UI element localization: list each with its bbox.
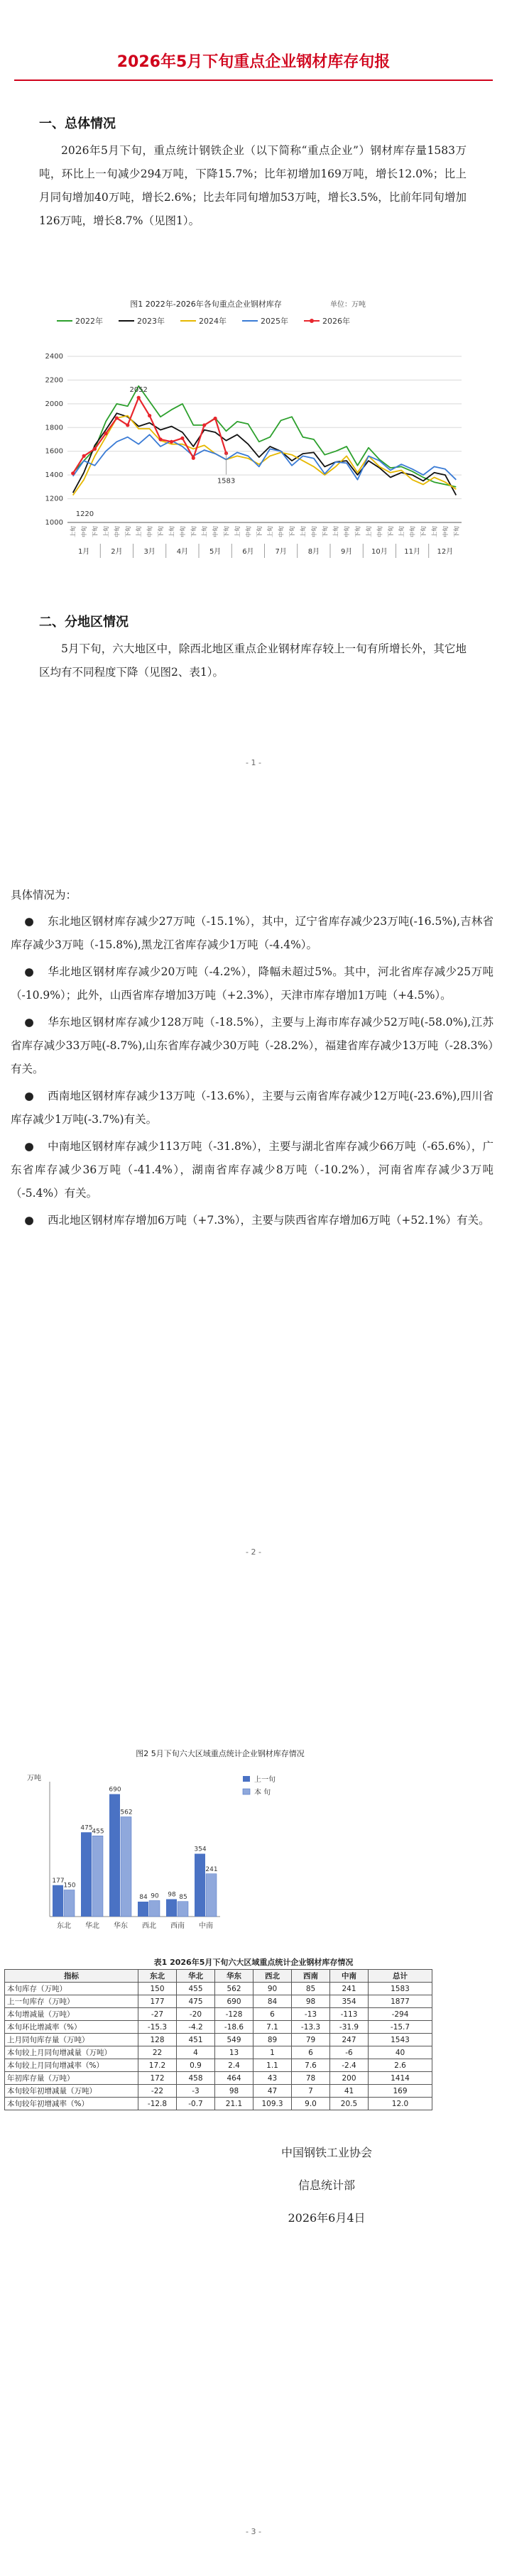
- legend-label-curr: 本 旬: [254, 1789, 271, 1797]
- bullet-dot: ●: [24, 915, 34, 928]
- x-tick-label: 中旬: [245, 526, 252, 537]
- table-cell: 98: [292, 1995, 330, 2008]
- chart1-title: 图1 2022年-2026年各旬重点企业钢材库存: [130, 300, 282, 309]
- region-detail-item: [11, 1209, 494, 1232]
- x-tick-label: 中旬: [114, 526, 121, 537]
- x-tick-label: 中旬: [278, 526, 285, 537]
- month-label: 9月: [340, 548, 353, 556]
- table-cell: 1583: [369, 1983, 432, 1995]
- table-header-cell: 华北: [177, 1970, 215, 1983]
- region-detail-item: [11, 1085, 494, 1131]
- x-tick-label: 下旬: [158, 526, 165, 537]
- table-cell: 12.0: [369, 2098, 432, 2110]
- table-cell: 84: [254, 1995, 292, 2008]
- x-tick-label: 下旬: [354, 526, 361, 537]
- table-cell: 40: [369, 2046, 432, 2059]
- table-cell: 89: [254, 2034, 292, 2046]
- table-cell: 241: [330, 1983, 369, 1995]
- table-cell: 4: [177, 2046, 215, 2059]
- table-cell: 455: [177, 1983, 215, 1995]
- series-point-2026: [126, 423, 129, 427]
- x-tick-label: 下旬: [453, 526, 460, 537]
- table-row: [5, 2021, 432, 2034]
- legend-swatch-prev: [243, 1776, 250, 1782]
- x-category-label: 华东: [114, 1922, 128, 1930]
- bullet-dot: ●: [24, 1140, 34, 1153]
- table-cell: 464: [215, 2072, 254, 2085]
- x-tick-label: 中旬: [212, 526, 219, 537]
- x-tick-label: 中旬: [409, 526, 416, 537]
- table-cell: 150: [138, 1983, 177, 1995]
- bar-value-label: 354: [194, 1846, 207, 1853]
- region-detail-text: 中南地区钢材库存减少113万吨（-31.8%），主要与湖北省库存减少66万吨（-65.6%），广东省库存减少36万吨（-41.4%），湖南省库存减少8万吨（-10.2%），河南省库存减少3万吨（-5.4%）有关。: [11, 1140, 494, 1200]
- table-cell: 1.1: [254, 2059, 292, 2072]
- signature-date: 2026年6月4日: [288, 2211, 366, 2225]
- table-row-label: 本旬较年初增减量（万吨）: [5, 2085, 138, 2098]
- section-1-text: 2026年5月下旬，重点统计钢铁企业（以下简称“重点企业”）钢材库存量1583万吨，环比上一旬减少294万吨，下降15.7%；比年初增加169万吨，增长12.0%；比上月同旬增加40万吨，增长2.6%；比去年同旬增加53万吨，增长3.5%，比前年同旬增加126万吨，增长8.7%（见图1）。: [39, 144, 467, 227]
- table-row: [5, 2059, 432, 2072]
- bar-value-label: 177: [52, 1877, 65, 1885]
- legend-label: 2025年: [261, 317, 288, 326]
- table-header-cell: 西南: [292, 1970, 330, 1983]
- table-cell: -20: [177, 2008, 215, 2021]
- table-cell: -15.7: [369, 2021, 432, 2034]
- table-cell: 20.5: [330, 2098, 369, 2110]
- table-cell: -0.7: [177, 2098, 215, 2110]
- table-cell: 7.6: [292, 2059, 330, 2072]
- month-label: 11月: [404, 548, 420, 556]
- bar-curr: [178, 1902, 188, 1917]
- x-tick-label: 上旬: [201, 526, 208, 537]
- table-cell: 41: [330, 2085, 369, 2098]
- x-tick-label: 上旬: [136, 526, 143, 537]
- bar-value-label: 690: [109, 1786, 121, 1794]
- table-cell: -13.3: [292, 2021, 330, 2034]
- x-tick-label: 上旬: [234, 526, 241, 537]
- region-detail-item: [11, 910, 494, 957]
- page-number-2: - 2 -: [246, 1547, 261, 1557]
- bar-prev: [138, 1902, 148, 1917]
- table-cell: 177: [138, 1995, 177, 2008]
- x-tick-label: 中旬: [310, 526, 317, 537]
- table-cell: 7: [292, 2085, 330, 2098]
- table-cell: -12.8: [138, 2098, 177, 2110]
- details-intro: 具体情况为：: [11, 889, 77, 901]
- x-tick-label: 上旬: [431, 526, 438, 537]
- y-tick-label: 2400: [45, 353, 63, 361]
- month-label: 10月: [371, 548, 388, 556]
- x-tick-label: 上旬: [267, 526, 274, 537]
- signature-org: 中国钢铁工业协会: [280, 2146, 372, 2159]
- region-detail-text: 西南地区钢材库存减少13万吨（-13.6%），主要与云南省库存减少12万吨(-23.6%),四川省库存减少1万吨(-3.7%)有关。: [11, 1090, 494, 1126]
- month-label: 3月: [143, 548, 156, 556]
- table-cell: 549: [215, 2034, 254, 2046]
- table-cell: 90: [254, 1983, 292, 1995]
- table-header-cell: 指标: [5, 1970, 138, 1983]
- table-cell: 22: [138, 2046, 177, 2059]
- region-detail-text: 西北地区钢材库存增加6万吨（+7.3%），主要与陕西省库存增加6万吨（+52.1%）有关。: [48, 1214, 490, 1227]
- bar-curr: [149, 1901, 160, 1917]
- region-detail-item: [11, 960, 494, 1007]
- document-title: 2026年5月下旬重点企业钢材库存旬报: [116, 53, 391, 71]
- table-cell: 1: [254, 2046, 292, 2059]
- x-tick-label: 中旬: [179, 526, 186, 537]
- section-2-text: 5月下旬，六大地区中，除西北地区重点企业钢材库存较上一旬有所增长外，其它地区均有不同程度下降（见图2、表1）。: [39, 642, 467, 679]
- region-detail-item: [11, 1135, 494, 1205]
- region-detail-text: 华东地区钢材库存减少128万吨（-18.5%），主要与上海市库存减少52万吨(-58.0%),江苏省库存减少33万吨(-8.7%),山东省库存减少30万吨（-28.2%），福建省库存减少13万吨（-28.3%）有关。: [11, 1016, 494, 1075]
- annotation-max: 2052: [129, 386, 148, 395]
- series-point-2026: [115, 416, 119, 420]
- table-cell: 200: [330, 2072, 369, 2085]
- table-cell: 17.2: [138, 2059, 177, 2072]
- annotation-min: 1220: [75, 510, 94, 519]
- table-row: [5, 1995, 432, 2008]
- table-cell: 43: [254, 2072, 292, 2085]
- table-cell: -3: [177, 2085, 215, 2098]
- bar-curr: [64, 1890, 75, 1917]
- table-title: 表1 2026年5月下旬六大区域重点统计企业钢材库存情况: [153, 1958, 354, 1967]
- region-detail-text: 东北地区钢材库存减少27万吨（-15.1%），其中，辽宁省库存减少23万吨(-16.5%),吉林省库存减少3万吨（-15.8%),黑龙江省库存减少1万吨（-4.4%）。: [11, 915, 494, 951]
- table-cell: 475: [177, 1995, 215, 2008]
- bullet-dot: ●: [24, 1090, 34, 1102]
- table-cell: 451: [177, 2034, 215, 2046]
- x-tick-label: 下旬: [289, 526, 296, 537]
- table-cell: -113: [330, 2008, 369, 2021]
- x-tick-label: 下旬: [256, 526, 263, 537]
- annotation-last: 1583: [217, 477, 236, 486]
- table-row: [5, 2072, 432, 2085]
- table-cell: -27: [138, 2008, 177, 2021]
- table-cell: 109.3: [254, 2098, 292, 2110]
- x-tick-label: 中旬: [146, 526, 153, 537]
- series-point-2026: [104, 432, 107, 435]
- table-cell: 7.1: [254, 2021, 292, 2034]
- title-rule: [14, 80, 493, 81]
- table-cell: 172: [138, 2072, 177, 2085]
- table-row: [5, 2008, 432, 2021]
- y-tick-label: 1600: [45, 447, 63, 456]
- bar-value-label: 84: [139, 1894, 148, 1901]
- chart2-unit: 万吨: [27, 1775, 41, 1782]
- table-row: [5, 2085, 432, 2098]
- table-row-label: 本旬环比增减率（%）: [5, 2021, 138, 2034]
- table-cell: 1877: [369, 1995, 432, 2008]
- month-label: 6月: [242, 548, 254, 556]
- region-details-list: [11, 910, 494, 1236]
- bullet-dot: ●: [24, 1214, 34, 1227]
- section-2-paragraph: [39, 637, 467, 684]
- month-label: 5月: [209, 548, 222, 556]
- region-detail-text: 华北地区钢材库存减少20万吨（-4.2%），降幅未超过5%。其中，河北省库存减少25万吨（-10.9%）；此外，山西省库存增加3万吨（+2.3%），天津市库存增加1万吨（+4.5%）。: [11, 965, 494, 1002]
- x-category-label: 西北: [142, 1922, 156, 1930]
- x-tick-label: 下旬: [322, 526, 329, 537]
- table-row: [5, 2034, 432, 2046]
- table-cell: 247: [330, 2034, 369, 2046]
- signature-dept: 信息统计部: [298, 2178, 355, 2192]
- x-tick-label: 中旬: [376, 526, 383, 537]
- table-header-cell: 中南: [330, 1970, 369, 1983]
- bar-curr: [206, 1874, 217, 1917]
- table-cell: -15.3: [138, 2021, 177, 2034]
- section-2-heading: 二、分地区情况: [39, 615, 129, 630]
- y-tick-label: 1800: [45, 424, 63, 432]
- bar-prev: [53, 1885, 63, 1917]
- table-cell: -13: [292, 2008, 330, 2021]
- bullet-dot: ●: [24, 1016, 34, 1029]
- x-category-label: 中南: [199, 1922, 213, 1930]
- legend-label-prev: 上一旬: [254, 1776, 276, 1784]
- x-tick-label: 下旬: [92, 526, 99, 537]
- legend-label: 2022年: [75, 317, 103, 326]
- table-row-label: 上月同旬库存量（万吨）: [5, 2034, 138, 2046]
- table-cell: 169: [369, 2085, 432, 2098]
- bar-value-label: 241: [205, 1865, 218, 1873]
- table-cell: 2.4: [215, 2059, 254, 2072]
- page-number-1: - 1 -: [246, 758, 261, 767]
- table-cell: 0.9: [177, 2059, 215, 2072]
- x-category-label: 东北: [57, 1922, 71, 1930]
- region-bar-chart: [21, 1746, 419, 1952]
- bar-value-label: 475: [80, 1824, 93, 1832]
- series-point-2026: [137, 396, 141, 400]
- legend-label: 2024年: [199, 317, 227, 326]
- bar-value-label: 455: [92, 1828, 104, 1836]
- bar-curr: [92, 1836, 103, 1917]
- y-tick-label: 1200: [45, 495, 63, 503]
- series-point-2026: [170, 440, 173, 444]
- month-label: 1月: [77, 548, 90, 556]
- x-tick-label: 上旬: [168, 526, 175, 537]
- x-tick-label: 下旬: [387, 526, 394, 537]
- section-1-paragraph: [39, 139, 467, 233]
- series-point-2026: [93, 447, 97, 451]
- series-line-2025年: [73, 434, 457, 480]
- month-label: 4月: [176, 548, 189, 556]
- table-cell: -22: [138, 2085, 177, 2098]
- table-row: [5, 1983, 432, 1995]
- x-category-label: 西南: [170, 1922, 185, 1930]
- x-tick-label: 上旬: [398, 526, 405, 537]
- table-header-cell: 东北: [138, 1970, 177, 1983]
- x-tick-label: 中旬: [442, 526, 449, 537]
- month-label: 2月: [111, 548, 123, 556]
- bar-value-label: 85: [179, 1893, 187, 1901]
- table-cell: -128: [215, 2008, 254, 2021]
- series-point-2026: [148, 414, 151, 417]
- table-cell: -31.9: [330, 2021, 369, 2034]
- x-category-label: 华北: [85, 1922, 99, 1930]
- legend-label: 2026年: [322, 317, 350, 326]
- bar-value-label: 90: [151, 1892, 159, 1900]
- table-cell: 458: [177, 2072, 215, 2085]
- table-cell: -6: [330, 2046, 369, 2059]
- table-cell: 21.1: [215, 2098, 254, 2110]
- table-header-cell: 华东: [215, 1970, 254, 1983]
- series-line-2022年: [73, 386, 457, 487]
- series-point-2026: [202, 423, 206, 427]
- x-tick-label: 上旬: [70, 526, 77, 537]
- table-cell: -4.2: [177, 2021, 215, 2034]
- series-point-2026: [71, 471, 75, 475]
- table-row-label: 本旬较上月同旬增减率（%）: [5, 2059, 138, 2072]
- table-row: [5, 2098, 432, 2110]
- inventory-line-chart: [32, 298, 479, 603]
- table-cell: 79: [292, 2034, 330, 2046]
- x-tick-label: 下旬: [223, 526, 230, 537]
- x-tick-label: 下旬: [420, 526, 427, 537]
- table-cell: 98: [215, 2085, 254, 2098]
- table-row-label: 本旬增减量（万吨）: [5, 2008, 138, 2021]
- x-tick-label: 上旬: [102, 526, 109, 537]
- table-cell: 6: [292, 2046, 330, 2059]
- series-point-2026: [192, 456, 195, 460]
- y-tick-label: 1000: [45, 519, 63, 527]
- x-tick-label: 下旬: [124, 526, 131, 537]
- table-cell: -294: [369, 2008, 432, 2021]
- section-1-heading: 一、总体情况: [39, 116, 116, 131]
- legend-swatch-curr: [243, 1789, 250, 1794]
- table-cell: 1543: [369, 2034, 432, 2046]
- bar-value-label: 98: [168, 1891, 176, 1899]
- bar-prev: [109, 1794, 120, 1917]
- series-point-2026: [82, 454, 86, 458]
- table-cell: 128: [138, 2034, 177, 2046]
- table-header-cell: 总计: [369, 1970, 432, 1983]
- table-cell: -18.6: [215, 2021, 254, 2034]
- y-tick-label: 2000: [45, 400, 63, 408]
- series-point-2026: [214, 417, 217, 420]
- chart2-title: 图2 5月下旬六大区域重点统计企业钢材库存情况: [136, 1749, 305, 1758]
- month-label: 8月: [307, 548, 320, 556]
- series-point-2026: [180, 437, 184, 440]
- bar-curr: [121, 1817, 131, 1917]
- bullet-dot: ●: [24, 965, 34, 978]
- legend-marker: [310, 319, 314, 323]
- table-row-label: 本旬库存（万吨）: [5, 1983, 138, 1995]
- table-row-label: 本旬较上月同旬增减量（万吨）: [5, 2046, 138, 2059]
- page-number-3: - 3 -: [246, 2527, 261, 2536]
- table-row-label: 年初库存量（万吨）: [5, 2072, 138, 2085]
- table-cell: 85: [292, 1983, 330, 1995]
- x-tick-label: 下旬: [190, 526, 197, 537]
- chart1-unit: 单位：万吨: [330, 301, 366, 309]
- x-tick-label: 上旬: [300, 526, 307, 537]
- bar-prev: [166, 1900, 177, 1917]
- table-cell: 9.0: [292, 2098, 330, 2110]
- month-label: 7月: [275, 548, 287, 556]
- bar-value-label: 150: [63, 1882, 76, 1890]
- table-row-label: 上一旬库存（万吨）: [5, 1995, 138, 2008]
- table-row: [5, 2046, 432, 2059]
- table-cell: 6: [254, 2008, 292, 2021]
- y-tick-label: 1400: [45, 471, 63, 480]
- y-tick-label: 2200: [45, 376, 63, 385]
- table-cell: 354: [330, 1995, 369, 2008]
- bar-prev: [195, 1854, 205, 1917]
- series-line-2023年: [73, 413, 457, 495]
- table-cell: 2.6: [369, 2059, 432, 2072]
- table-cell: 1414: [369, 2072, 432, 2085]
- bar-value-label: 562: [120, 1809, 133, 1816]
- region-inventory-table: [4, 1969, 432, 2110]
- x-tick-label: 上旬: [332, 526, 339, 537]
- month-label: 12月: [437, 548, 454, 556]
- table-cell: 13: [215, 2046, 254, 2059]
- x-tick-label: 上旬: [365, 526, 372, 537]
- table-cell: 690: [215, 1995, 254, 2008]
- series-point-2026: [158, 437, 162, 441]
- table-cell: -2.4: [330, 2059, 369, 2072]
- table-row-label: 本旬较年初增减率（%）: [5, 2098, 138, 2110]
- table-header-cell: 西北: [254, 1970, 292, 1983]
- table-cell: 78: [292, 2072, 330, 2085]
- table-cell: 562: [215, 1983, 254, 1995]
- bar-prev: [81, 1832, 92, 1917]
- x-tick-label: 中旬: [344, 526, 351, 537]
- legend-label: 2023年: [137, 317, 165, 326]
- table-cell: 47: [254, 2085, 292, 2098]
- x-tick-label: 中旬: [81, 526, 88, 537]
- region-detail-item: [11, 1011, 494, 1081]
